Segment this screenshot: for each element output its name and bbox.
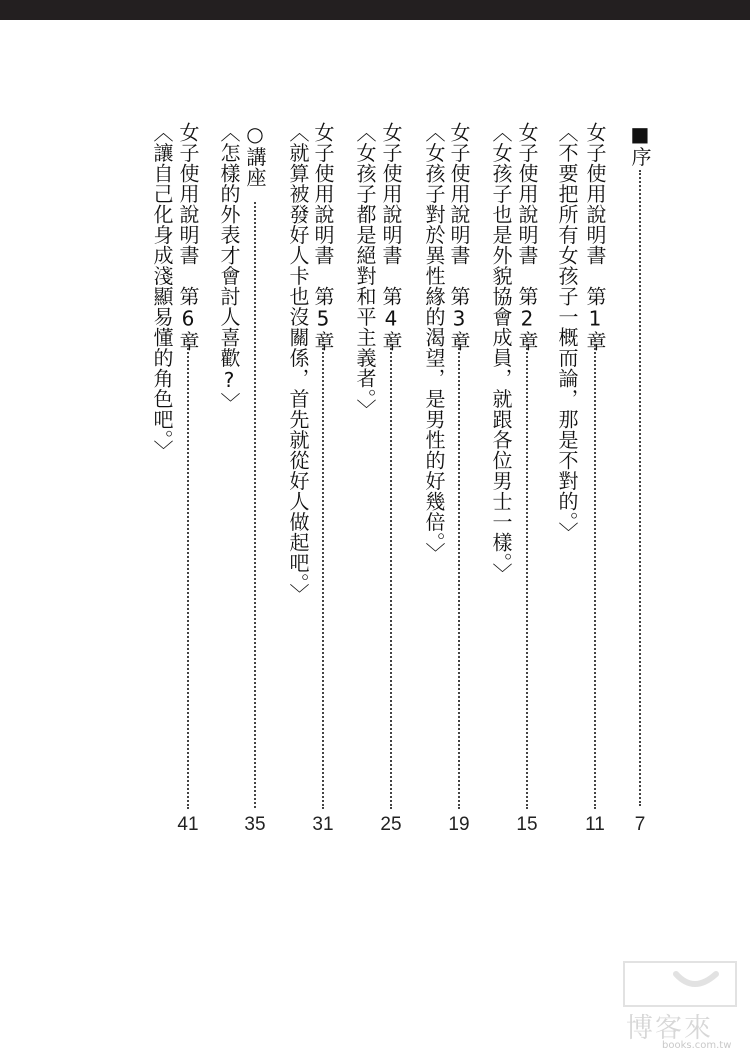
books-com-tw-watermark (618, 960, 740, 1052)
chapter-title: 女子使用說明書 第3章 (447, 122, 471, 352)
chapter-subtitle: 〈女孩子也是外貌協會成員，就跟各位男士一樣。〉 (489, 122, 513, 584)
watermark-logo-icon (618, 960, 740, 1010)
toc-entry-lecture[interactable] (240, 122, 270, 835)
toc-subtitle-chapter-1 (552, 122, 582, 812)
chapter-title: 女子使用說明書 第6章 (176, 122, 200, 352)
toc-entry-chapter-1[interactable] (580, 122, 610, 835)
chapter-title: 女子使用說明書 第2章 (515, 122, 539, 352)
leader-dots (594, 337, 596, 809)
toc-entry-chapter-4[interactable] (376, 122, 406, 835)
page-number: 15 (516, 814, 538, 835)
toc-subtitle-lecture (214, 122, 244, 812)
lecture-title: ○講座 (243, 122, 267, 188)
leader-dots (390, 337, 392, 809)
watermark-url: books.com.tw (662, 1040, 732, 1051)
leader-dots (458, 337, 460, 809)
leader-dots (187, 337, 189, 809)
toc-subtitle-chapter-4 (350, 122, 380, 812)
toc-subtitle-chapter-6 (147, 122, 177, 812)
chapter-title: 女子使用說明書 第4章 (379, 122, 403, 352)
preface-title: ■序 (628, 122, 652, 167)
watermark-brand: 博客來 (626, 1013, 713, 1044)
chapter-subtitle: 〈不要把所有女孩子一概而論，那是不對的。〉 (555, 122, 579, 543)
table-of-contents (0, 122, 750, 842)
lecture-subtitle: 〈怎樣的外表才會討人喜歡?〉 (217, 122, 241, 413)
page-number: 25 (380, 814, 402, 835)
leader-dots (639, 170, 641, 806)
toc-entry-preface[interactable] (625, 122, 655, 835)
chapter-subtitle: 〈就算被發好人卡也沒關係，首先就從好人做起吧。〉 (286, 122, 310, 604)
toc-subtitle-chapter-2 (486, 122, 516, 812)
leader-dots (254, 202, 256, 808)
page-number: 31 (312, 814, 334, 835)
leader-dots (526, 337, 528, 809)
chapter-title: 女子使用說明書 第1章 (583, 122, 607, 352)
toc-subtitle-chapter-5 (283, 122, 313, 812)
chapter-subtitle: 〈女孩子都是絕對和平主義者。〉 (353, 122, 377, 420)
top-black-bar (0, 0, 750, 20)
toc-subtitle-chapter-3 (419, 122, 449, 812)
page-number: 7 (634, 814, 646, 835)
page-number: 19 (448, 814, 470, 835)
chapter-subtitle: 〈女孩子對於異性緣的渴望，是男性的好幾倍。〉 (422, 122, 446, 563)
chapter-title: 女子使用說明書 第5章 (311, 122, 335, 352)
page-number: 35 (244, 814, 266, 835)
chapter-subtitle: 〈讓自己化身成淺顯易懂的角色吧。〉 (150, 122, 174, 461)
leader-dots (322, 337, 324, 809)
page-number: 41 (177, 814, 199, 835)
toc-entry-chapter-2[interactable] (512, 122, 542, 835)
toc-entry-chapter-6[interactable] (173, 122, 203, 835)
page-number: 11 (585, 814, 605, 835)
